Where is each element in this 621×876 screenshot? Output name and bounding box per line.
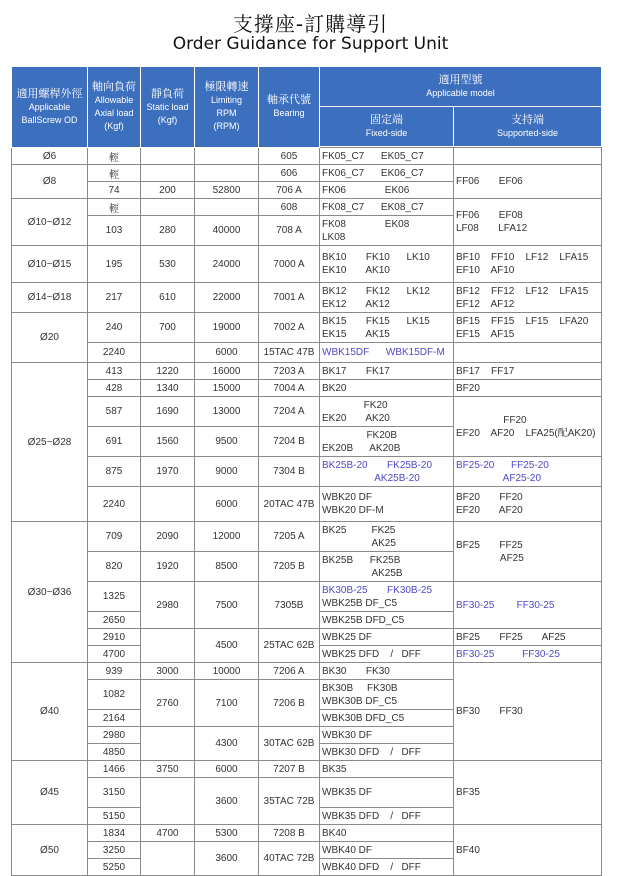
fixed-side-cell bbox=[320, 710, 454, 727]
static-load-cell: 4700 bbox=[141, 825, 195, 842]
limiting-speed-cell: 9500 bbox=[195, 427, 259, 457]
bearing-cell: 605 bbox=[259, 148, 320, 165]
supported-side-cell bbox=[454, 646, 602, 663]
bearing-cell: 7304 B bbox=[259, 457, 320, 487]
fixed-model-line: FK08 EK08 bbox=[322, 218, 410, 230]
fixed-model-line: WBK20 DF-M bbox=[322, 505, 384, 516]
supported-side-cell bbox=[454, 522, 602, 582]
supported-model-line: BF30-25 FF30-25 bbox=[456, 599, 555, 611]
bearing-cell: 7205 B bbox=[259, 552, 320, 582]
static-load-cell: 2980 bbox=[141, 582, 195, 629]
supported-model-line: EF10 AF10 bbox=[456, 265, 515, 276]
limiting-speed-cell: 16000 bbox=[195, 363, 259, 380]
ballscrew-od-cell: Ø6 bbox=[12, 148, 88, 165]
static-load-cell: 1690 bbox=[141, 397, 195, 427]
bearing-cell: 20TAC 47B bbox=[259, 487, 320, 522]
fixed-side-cell bbox=[320, 842, 454, 859]
ballscrew-od-cell: Ø14~Ø18 bbox=[12, 283, 88, 313]
axial-load-cell: 4700 bbox=[88, 646, 141, 663]
fixed-model-line: EK12 AK12 bbox=[322, 298, 390, 310]
fixed-side-cell bbox=[320, 148, 454, 165]
supported-model-line: BF20 FF20 bbox=[456, 492, 523, 503]
supported-model-line: BF20 bbox=[456, 382, 480, 394]
limiting-speed-cell: 4500 bbox=[195, 629, 259, 663]
fixed-model-line: FK20B bbox=[322, 429, 398, 441]
ballscrew-od-cell: Ø10~Ø15 bbox=[12, 246, 88, 283]
fixed-model-line: BK12 FK12 LK12 bbox=[322, 285, 430, 297]
static-load-cell bbox=[141, 842, 195, 876]
limiting-speed-cell: 15000 bbox=[195, 380, 259, 397]
axial-load-cell: 2910 bbox=[88, 629, 141, 646]
static-load-cell bbox=[141, 165, 195, 182]
axial-load-cell: 875 bbox=[88, 457, 141, 487]
fixed-model-line: WBK25 DF bbox=[322, 631, 373, 643]
axial-load-cell: 1082 bbox=[88, 680, 141, 710]
header-ballscrew-od: 適用螺桿外徑 Applicable BallScrew OD bbox=[12, 67, 88, 148]
fixed-side-cell bbox=[320, 859, 454, 876]
fixed-side-cell bbox=[320, 216, 454, 246]
supported-model-line: FF06 EF08 bbox=[456, 210, 523, 221]
axial-load-cell: 2240 bbox=[88, 343, 141, 363]
limiting-speed-cell: 9000 bbox=[195, 457, 259, 487]
bearing-cell: 7204 A bbox=[259, 397, 320, 427]
fixed-model-line: WBK30 DFD / DFF bbox=[322, 746, 421, 758]
fixed-side-cell bbox=[320, 343, 454, 363]
fixed-side-cell bbox=[320, 199, 454, 216]
fixed-model-line: BK20 bbox=[322, 382, 347, 394]
page-subtitle: Order Guidance for Support Unit bbox=[172, 34, 449, 54]
bearing-cell: 35TAC 72B bbox=[259, 778, 320, 825]
fixed-model-line: WBK35 DFD / DFF bbox=[322, 810, 421, 822]
supported-side-cell bbox=[454, 148, 602, 165]
bearing-cell: 7207 B bbox=[259, 761, 320, 778]
supported-model-line: AF25 bbox=[456, 552, 524, 564]
bearing-cell: 7205 A bbox=[259, 522, 320, 552]
fixed-side-cell bbox=[320, 744, 454, 761]
limiting-speed-cell: 24000 bbox=[195, 246, 259, 283]
axial-load-cell: 195 bbox=[88, 246, 141, 283]
fixed-model-line: AK25 bbox=[322, 537, 396, 549]
static-load-cell bbox=[141, 629, 195, 663]
fixed-model-line: EK20B AK20B bbox=[322, 442, 401, 454]
fixed-model-line: WBK20 DF bbox=[322, 492, 373, 503]
static-load-cell: 200 bbox=[141, 182, 195, 199]
header-bearing: 軸承代號 Bearing bbox=[259, 67, 320, 148]
fixed-model-line: BK25B FK25B bbox=[322, 554, 401, 566]
supported-side-cell bbox=[454, 487, 602, 522]
supported-side-cell bbox=[454, 629, 602, 646]
header-axial-load: 軸向負荷 Allowable Axial load (Kgf) bbox=[88, 67, 141, 148]
table-row bbox=[12, 522, 602, 552]
axial-load-cell: 1834 bbox=[88, 825, 141, 842]
supported-model-line: EF20 AF20 bbox=[456, 505, 523, 516]
limiting-speed-cell: 5300 bbox=[195, 825, 259, 842]
supported-model-line: LF08 LFA12 bbox=[456, 223, 528, 234]
supported-model-line: FF20 bbox=[456, 414, 527, 426]
limiting-speed-cell bbox=[195, 148, 259, 165]
supported-model-line: BF30-25 FF30-25 bbox=[456, 648, 560, 660]
fixed-side-cell bbox=[320, 283, 454, 313]
bearing-cell: 7208 B bbox=[259, 825, 320, 842]
supported-model-line: BF30 FF30 bbox=[456, 706, 523, 717]
table-row bbox=[12, 663, 602, 680]
fixed-side-cell bbox=[320, 522, 454, 552]
fixed-model-line: WBK25B DF_C5 bbox=[322, 597, 398, 609]
bearing-cell: 608 bbox=[259, 199, 320, 216]
ballscrew-od-cell: Ø25~Ø28 bbox=[12, 363, 88, 522]
header-fixed-side: 固定端 Fixed-side bbox=[320, 107, 454, 147]
fixed-model-line: WBK40 DF bbox=[322, 844, 373, 856]
limiting-speed-cell: 6000 bbox=[195, 343, 259, 363]
static-load-cell bbox=[141, 148, 195, 165]
limiting-speed-cell: 19000 bbox=[195, 313, 259, 343]
fixed-side-cell bbox=[320, 363, 454, 380]
ballscrew-od-cell: Ø30~Ø36 bbox=[12, 522, 88, 663]
supported-side-cell bbox=[454, 343, 602, 363]
supported-model-line: BF25 FF25 AF25 bbox=[456, 631, 566, 643]
axial-load-cell: 428 bbox=[88, 380, 141, 397]
ballscrew-od-cell: Ø8 bbox=[12, 165, 88, 199]
page-title: 支撐座-訂購導引 bbox=[232, 12, 389, 36]
supported-side-cell bbox=[454, 397, 602, 457]
axial-load-cell: 820 bbox=[88, 552, 141, 582]
order-guidance-table bbox=[11, 66, 602, 876]
limiting-speed-cell: 10000 bbox=[195, 663, 259, 680]
fixed-side-cell bbox=[320, 457, 454, 487]
supported-side-cell bbox=[454, 761, 602, 825]
supported-model-line: BF35 bbox=[456, 787, 480, 798]
supported-side-cell bbox=[454, 663, 602, 761]
axial-load-cell: 217 bbox=[88, 283, 141, 313]
limiting-speed-cell: 4300 bbox=[195, 727, 259, 761]
bearing-cell: 25TAC 62B bbox=[259, 629, 320, 663]
axial-load-cell: 輕 bbox=[88, 199, 141, 216]
table-row bbox=[12, 343, 602, 363]
limiting-speed-cell: 12000 bbox=[195, 522, 259, 552]
static-load-cell bbox=[141, 199, 195, 216]
fixed-model-line: EK15 AK15 bbox=[322, 328, 390, 340]
fixed-model-line: WBK30 DF bbox=[322, 729, 373, 741]
limiting-speed-cell: 13000 bbox=[195, 397, 259, 427]
bearing-cell: 40TAC 72B bbox=[259, 842, 320, 876]
table-row bbox=[12, 582, 602, 612]
fixed-model-line: WBK30B DFD_C5 bbox=[322, 712, 405, 724]
fixed-model-line: WBK35 DF bbox=[322, 787, 373, 798]
static-load-cell: 1340 bbox=[141, 380, 195, 397]
axial-load-cell: 輕 bbox=[88, 148, 141, 165]
supported-side-cell bbox=[454, 313, 602, 343]
fixed-model-line: EK10 AK10 bbox=[322, 265, 390, 276]
axial-load-cell: 2164 bbox=[88, 710, 141, 727]
fixed-model-line: WBK15DF WBK15DF-M bbox=[322, 347, 445, 358]
fixed-model-line: BK40 bbox=[322, 827, 347, 839]
fixed-model-line: FK06_C7 EK06_C7 bbox=[322, 167, 424, 179]
axial-load-cell: 709 bbox=[88, 522, 141, 552]
fixed-side-cell bbox=[320, 397, 454, 427]
supported-model-line: EF12 AF12 bbox=[456, 298, 515, 310]
supported-side-cell bbox=[454, 825, 602, 876]
limiting-speed-cell: 7500 bbox=[195, 582, 259, 629]
fixed-model-line: BK25 FK25 bbox=[322, 524, 396, 536]
fixed-side-cell bbox=[320, 727, 454, 744]
bearing-cell: 7206 A bbox=[259, 663, 320, 680]
axial-load-cell: 5250 bbox=[88, 859, 141, 876]
supported-model-line: BF15 FF15 LF15 LFA20 bbox=[456, 315, 589, 327]
static-load-cell: 3750 bbox=[141, 761, 195, 778]
limiting-speed-cell: 22000 bbox=[195, 283, 259, 313]
supported-side-cell bbox=[454, 246, 602, 283]
fixed-model-line: BK35 bbox=[322, 763, 347, 775]
fixed-model-line: WBK30B DF_C5 bbox=[322, 695, 398, 707]
bearing-cell: 606 bbox=[259, 165, 320, 182]
static-load-cell: 530 bbox=[141, 246, 195, 283]
axial-load-cell: 2980 bbox=[88, 727, 141, 744]
header-static-load: 靜負荷 Static load (Kgf) bbox=[141, 67, 195, 148]
supported-model-line: FF06 EF06 bbox=[456, 176, 523, 187]
axial-load-cell: 輕 bbox=[88, 165, 141, 182]
axial-load-cell: 5150 bbox=[88, 808, 141, 825]
table-row bbox=[12, 487, 602, 522]
table-row bbox=[12, 148, 602, 165]
fixed-model-line: EK20 AK20 bbox=[322, 412, 390, 424]
axial-load-cell: 413 bbox=[88, 363, 141, 380]
table-row bbox=[12, 761, 602, 778]
limiting-speed-cell: 52800 bbox=[195, 182, 259, 199]
fixed-model-line: BK25B-20 FK25B-20 bbox=[322, 459, 433, 471]
static-load-cell: 3000 bbox=[141, 663, 195, 680]
header-applicable-model: 適用型號 Applicable model bbox=[320, 67, 602, 107]
supported-model-line: BF17 FF17 bbox=[456, 365, 515, 377]
fixed-model-line: FK08_C7 EK08_C7 bbox=[322, 201, 424, 213]
bearing-cell: 7001 A bbox=[259, 283, 320, 313]
fixed-side-cell bbox=[320, 680, 454, 710]
axial-load-cell: 1325 bbox=[88, 582, 141, 612]
fixed-model-line: WBK25 DFD / DFF bbox=[322, 648, 421, 660]
header-limiting-speed: 極限轉速 Limiting RPM (RPM) bbox=[195, 67, 259, 148]
fixed-side-cell bbox=[320, 778, 454, 808]
fixed-side-cell bbox=[320, 552, 454, 582]
fixed-model-line: WBK40 DFD / DFF bbox=[322, 861, 421, 873]
fixed-side-cell bbox=[320, 808, 454, 825]
static-load-cell: 2760 bbox=[141, 680, 195, 727]
limiting-speed-cell: 6000 bbox=[195, 761, 259, 778]
axial-load-cell: 3150 bbox=[88, 778, 141, 808]
table-row bbox=[12, 457, 602, 487]
supported-side-cell bbox=[454, 283, 602, 313]
supported-model-line: BF12 FF12 LF12 LFA15 bbox=[456, 285, 589, 297]
fixed-model-line: BK30 FK30 bbox=[322, 665, 390, 677]
supported-model-line: AF25-20 bbox=[456, 472, 542, 484]
fixed-side-cell bbox=[320, 629, 454, 646]
fixed-model-line: AK25B bbox=[322, 567, 403, 579]
bearing-cell: 7004 A bbox=[259, 380, 320, 397]
table-row bbox=[12, 313, 602, 343]
fixed-model-line: LK08 bbox=[322, 231, 346, 243]
bearing-cell: 706 A bbox=[259, 182, 320, 199]
fixed-model-line: WBK25B DFD_C5 bbox=[322, 614, 405, 626]
static-load-cell: 280 bbox=[141, 216, 195, 246]
static-load-cell bbox=[141, 727, 195, 761]
fixed-side-cell bbox=[320, 165, 454, 182]
fixed-model-line: BK30B FK30B bbox=[322, 682, 398, 694]
axial-load-cell: 3250 bbox=[88, 842, 141, 859]
static-load-cell: 1220 bbox=[141, 363, 195, 380]
supported-model-line: EF15 AF15 bbox=[456, 328, 515, 340]
bearing-cell: 7000 A bbox=[259, 246, 320, 283]
table-row bbox=[12, 629, 602, 646]
fixed-side-cell bbox=[320, 380, 454, 397]
fixed-side-cell bbox=[320, 761, 454, 778]
supported-side-cell bbox=[454, 165, 602, 199]
table-row bbox=[12, 199, 602, 216]
fixed-model-line: BK10 FK10 LK10 bbox=[322, 252, 430, 263]
axial-load-cell: 587 bbox=[88, 397, 141, 427]
table-body bbox=[12, 148, 602, 876]
table-row bbox=[12, 825, 602, 842]
static-load-cell bbox=[141, 343, 195, 363]
fixed-model-line: AK25B-20 bbox=[322, 472, 420, 484]
supported-side-cell bbox=[454, 380, 602, 397]
bearing-cell: 15TAC 47B bbox=[259, 343, 320, 363]
fixed-side-cell bbox=[320, 825, 454, 842]
fixed-side-cell bbox=[320, 182, 454, 199]
ballscrew-od-cell: Ø40 bbox=[12, 663, 88, 761]
ballscrew-od-cell: Ø20 bbox=[12, 313, 88, 363]
bearing-cell: 7203 A bbox=[259, 363, 320, 380]
bearing-cell: 7305B bbox=[259, 582, 320, 629]
axial-load-cell: 74 bbox=[88, 182, 141, 199]
static-load-cell: 1970 bbox=[141, 457, 195, 487]
axial-load-cell: 691 bbox=[88, 427, 141, 457]
limiting-speed-cell: 7100 bbox=[195, 680, 259, 727]
fixed-model-line: BK30B-25 FK30B-25 bbox=[322, 584, 433, 596]
supported-model-line: EF20 AF20 LFA25(配AK20) bbox=[456, 427, 596, 439]
supported-side-cell bbox=[454, 582, 602, 629]
supported-model-line: BF10 FF10 LF12 LFA15 bbox=[456, 252, 589, 263]
limiting-speed-cell: 6000 bbox=[195, 487, 259, 522]
axial-load-cell: 939 bbox=[88, 663, 141, 680]
ballscrew-od-cell: Ø10~Ø12 bbox=[12, 199, 88, 246]
axial-load-cell: 1466 bbox=[88, 761, 141, 778]
axial-load-cell: 103 bbox=[88, 216, 141, 246]
fixed-side-cell bbox=[320, 646, 454, 663]
axial-load-cell: 240 bbox=[88, 313, 141, 343]
static-load-cell: 2090 bbox=[141, 522, 195, 552]
fixed-side-cell bbox=[320, 582, 454, 612]
static-load-cell bbox=[141, 487, 195, 522]
table-row bbox=[12, 165, 602, 182]
fixed-model-line: BK17 FK17 bbox=[322, 365, 390, 377]
fixed-side-cell bbox=[320, 487, 454, 522]
fixed-side-cell bbox=[320, 427, 454, 457]
ballscrew-od-cell: Ø45 bbox=[12, 761, 88, 825]
static-load-cell: 610 bbox=[141, 283, 195, 313]
limiting-speed-cell: 40000 bbox=[195, 216, 259, 246]
header-supported-side: 支持端 Supported-side bbox=[454, 107, 602, 147]
supported-model-line: BF40 bbox=[456, 844, 480, 856]
supported-side-cell bbox=[454, 199, 602, 246]
supported-model-line: BF25 FF25 bbox=[456, 539, 523, 551]
limiting-speed-cell bbox=[195, 165, 259, 182]
axial-load-cell: 4850 bbox=[88, 744, 141, 761]
axial-load-cell: 2240 bbox=[88, 487, 141, 522]
limiting-speed-cell: 3600 bbox=[195, 842, 259, 876]
fixed-side-cell bbox=[320, 246, 454, 283]
fixed-model-line: FK20 bbox=[322, 399, 388, 411]
bearing-cell: 708 A bbox=[259, 216, 320, 246]
static-load-cell bbox=[141, 778, 195, 825]
supported-model-line: BF25-20 FF25-20 bbox=[456, 459, 549, 471]
fixed-side-cell bbox=[320, 313, 454, 343]
fixed-side-cell bbox=[320, 612, 454, 629]
table-row bbox=[12, 363, 602, 380]
limiting-speed-cell: 8500 bbox=[195, 552, 259, 582]
supported-side-cell bbox=[454, 363, 602, 380]
table-row bbox=[12, 246, 602, 283]
fixed-side-cell bbox=[320, 663, 454, 680]
limiting-speed-cell: 3600 bbox=[195, 778, 259, 825]
bearing-cell: 7204 B bbox=[259, 427, 320, 457]
table-row bbox=[12, 283, 602, 313]
fixed-model-line: BK15 FK15 LK15 bbox=[322, 315, 430, 327]
table-row bbox=[12, 397, 602, 427]
fixed-model-line: FK06 EK06 bbox=[322, 184, 410, 196]
axial-load-cell: 2650 bbox=[88, 612, 141, 629]
bearing-cell: 7002 A bbox=[259, 313, 320, 343]
bearing-cell: 30TAC 62B bbox=[259, 727, 320, 761]
static-load-cell: 700 bbox=[141, 313, 195, 343]
bearing-cell: 7206 B bbox=[259, 680, 320, 727]
table-row bbox=[12, 380, 602, 397]
static-load-cell: 1560 bbox=[141, 427, 195, 457]
static-load-cell: 1920 bbox=[141, 552, 195, 582]
ballscrew-od-cell: Ø50 bbox=[12, 825, 88, 876]
fixed-model-line: FK05_C7 EK05_C7 bbox=[322, 150, 424, 162]
limiting-speed-cell bbox=[195, 199, 259, 216]
supported-side-cell bbox=[454, 457, 602, 487]
